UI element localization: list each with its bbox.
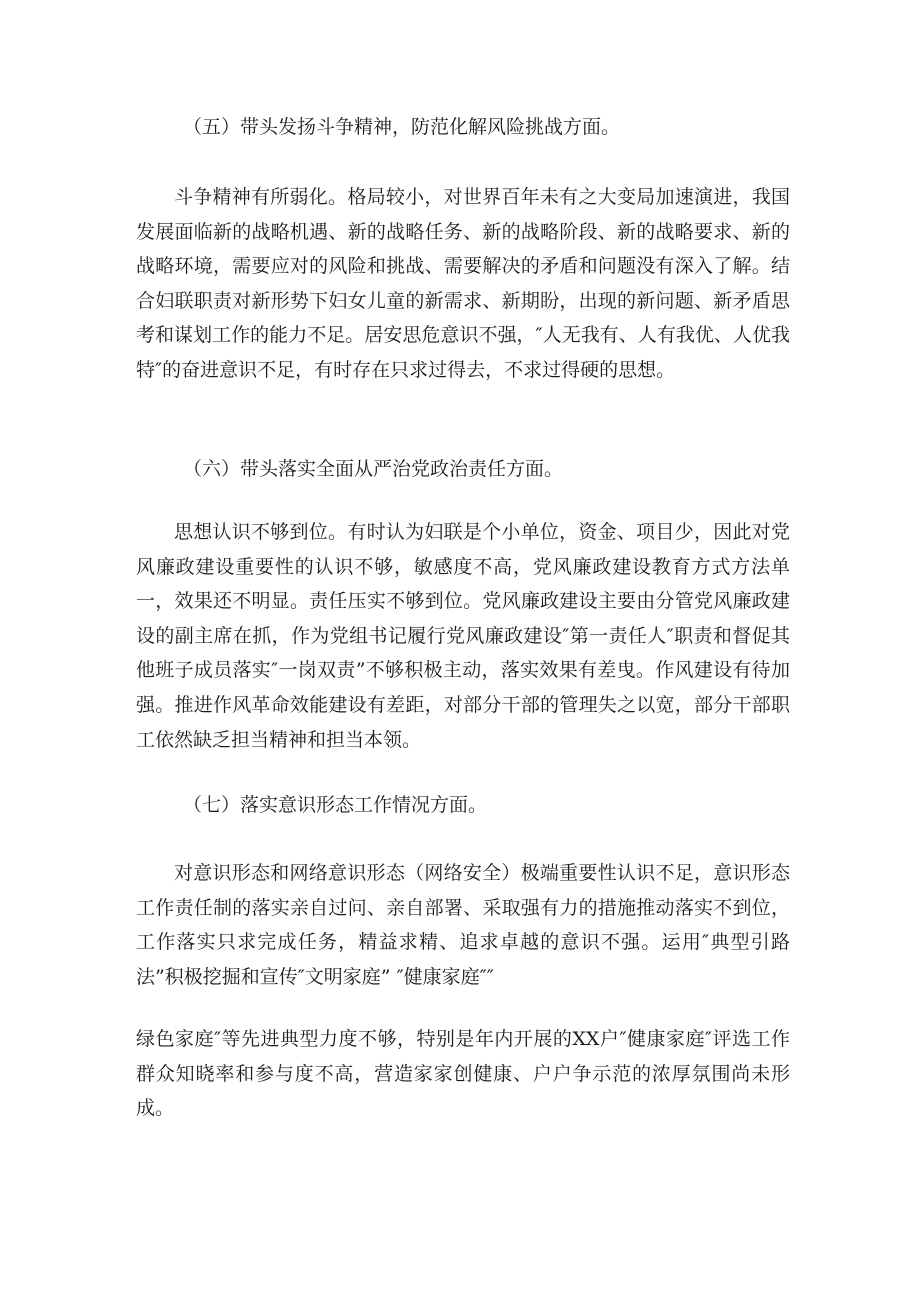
- section-heading-seven: （七）落实意识形态工作情况方面。: [183, 794, 488, 816]
- section-heading-six: （六）带头落实全面从严治党政治责任方面。: [183, 458, 564, 480]
- section-body-seven: 对意识形态和网络意识形态（网络安全）极端重要性认识不足，意识形态工作责任制的落实亲自过问、亲自部署、采取强有力的措施推动落实不到位，工作落实只求完成任务，精益求精、追求卓越的意识不强。运用″典型引路法”积极挖掘和宣传″文明家庭” ″健康家庭″″: [136, 862, 790, 988]
- section-heading-five: （五）带头发扬斗争精神，防范化解风险挑战方面。: [183, 116, 621, 138]
- section-body-five: 斗争精神有所弱化。格局较小，对世界百年未有之大变局加速演进，我国发展面临新的战略机遇、新的战略任务、新的战略阶段、新的战略要求、新的战略环境，需要应对的风险和挑战、需要解决的矛盾和问题没有深入了解。结合妇联职责对新形势下妇女儿童的新需求、新期盼，出现的新问题、新矛盾思考和谋划工作的能力不足。居安思危意识不强，″人无我有、人有我优、人优我特″的奋进意识不足，有时存在只求过得去，不求过得硬的思想。: [136, 186, 790, 381]
- section-body-six: 思想认识不够到位。有时认为妇联是个小单位，资金、项目少，因此对党风廉政建设重要性的认识不够，敏感度不高，党风廉政建设教育方式方法单一，效果还不明显。责任压实不够到位。党风廉政建设主要由分管党风廉政建设的副主席在抓，作为党组书记履行党风廉政建设″第一责任人″职责和督促其他班子成员落实″一岗双责”不够积极主动，落实效果有差曳。作风建设有待加强。推进作风革命效能建设有差距，对部分干部的管理失之以宽，部分干部职工依然缺乏担当精神和担当本领。: [136, 521, 790, 751]
- section-body-seven-continuation: 绿色家庭″等先进典型力度不够，特别是年内开展的XX户″健康家庭″评选工作群众知晓率和参与度不高，营造家家创健康、户户争示范的浓厚氛围尚未形成。: [136, 1028, 790, 1120]
